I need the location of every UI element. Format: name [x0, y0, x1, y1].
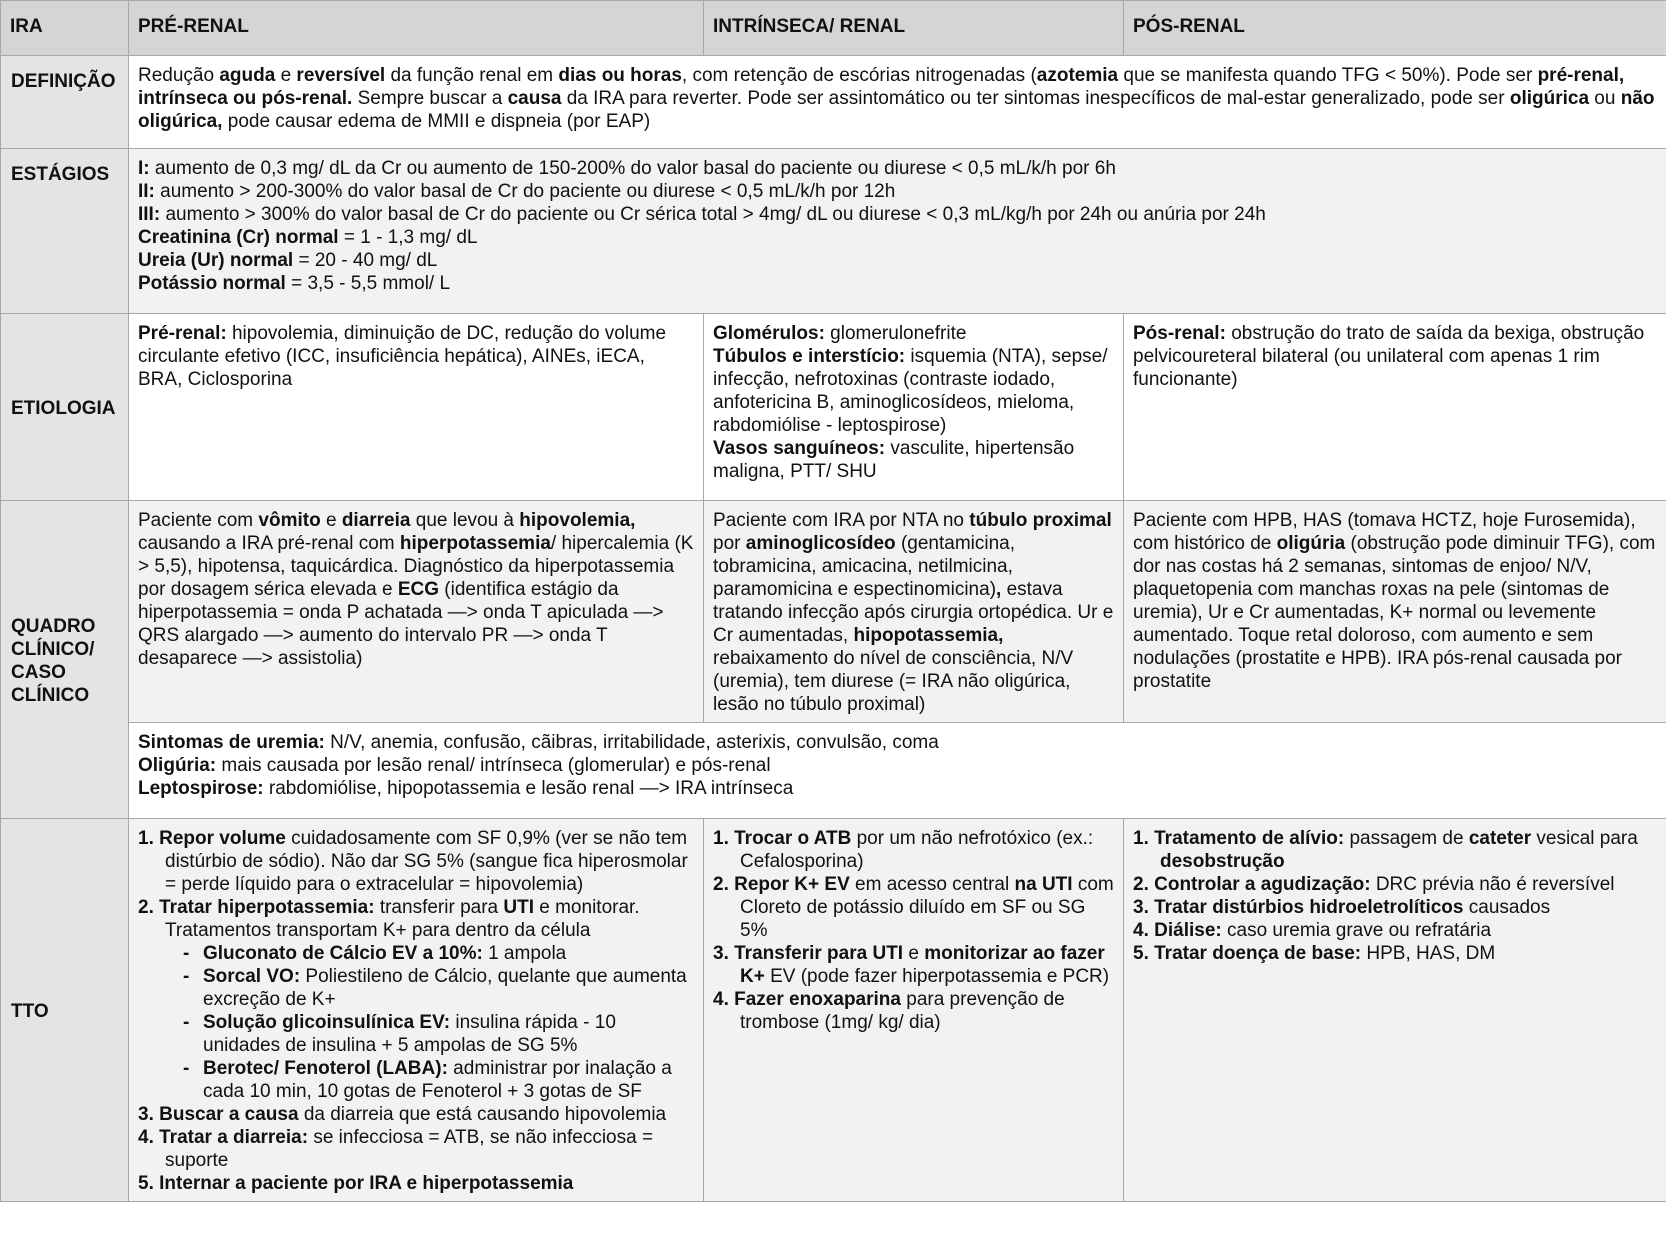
eti-glom-b: Glomérulos:: [713, 323, 825, 344]
to-i5b: 5. Tratar doença de base:: [1133, 943, 1362, 964]
to-i3: causados: [1463, 897, 1551, 918]
eti-pre: hipovolemia, diminuição de DC, redução do volume circulante efetivo (ICC, insuficiência hepática), AINEs, iECA, BRA, Ciclosporina: [138, 323, 667, 390]
to-i1c: cateter: [1468, 828, 1532, 849]
def-t6: Sempre buscar a: [352, 88, 508, 109]
ti-i2c: na UTI: [1014, 874, 1073, 895]
q-pos-b1: oligúria: [1276, 533, 1346, 554]
ti-i3: e: [903, 943, 925, 964]
tp-s3b: Solução glicoinsulínica EV:: [203, 1012, 451, 1033]
etiologia-vasos: [713, 437, 1114, 483]
q-pre-b2: diarreia: [341, 510, 411, 531]
etiologia-pre-text: [138, 322, 694, 391]
tp-i2c: UTI: [503, 897, 534, 918]
tto-pre-list: [138, 827, 694, 942]
tto-pos-item-2: [1133, 873, 1657, 896]
row-quadro-sintomas: [1, 723, 1666, 819]
q-s1b: Sintomas de uremia:: [138, 732, 325, 753]
q-s2b: Oligúria:: [138, 755, 217, 776]
def-b1: aguda: [219, 65, 276, 86]
tto-pre-item-5: [138, 1172, 694, 1195]
definicao-paragraph: [138, 64, 1657, 133]
to-i2b: 2. Controlar a agudização:: [1133, 874, 1371, 895]
quadro-int-text: [713, 509, 1114, 716]
tp-i2a: transferir para: [374, 897, 504, 918]
def-t1: Redução: [138, 65, 220, 86]
est-l2b: II:: [138, 181, 155, 202]
quadro-sintomas: [129, 723, 1666, 819]
estagio-1: [138, 157, 1657, 180]
tto-int-item-4: [713, 988, 1114, 1034]
header-ira: IRA: [1, 1, 129, 56]
dash-icon: -: [183, 1012, 190, 1033]
to-i1e: desobstrução: [1160, 851, 1285, 872]
tto-int-item-1: [713, 827, 1114, 873]
tto-pre-sub-1: [183, 942, 694, 965]
dash-icon: -: [183, 966, 190, 987]
ti-i4b: 4. Fazer enoxaparina: [713, 989, 901, 1010]
tto-pos-item-3: [1133, 896, 1657, 919]
q-pre-t1: Paciente com: [138, 510, 259, 531]
q-pre-b4: hiperpotassemia: [399, 533, 551, 554]
est-l4: = 1 - 1,3 mg/ dL: [338, 227, 478, 248]
tp-i3b: 3. Buscar a causa: [138, 1104, 299, 1125]
eti-glom: glomerulonefrite: [824, 323, 967, 344]
tto-pre-sub-3: [183, 1011, 694, 1057]
potassio-normal: [138, 272, 1657, 295]
to-i5: HPB, HAS, DM: [1361, 943, 1496, 964]
q-int-t1: Paciente com IRA por NTA no: [713, 510, 970, 531]
tp-i1b: Repor volume: [159, 828, 286, 849]
est-l1: aumento de 0,3 mg/ dL da Cr ou aumento de 150-200% do valor basal do paciente ou diurese < 0,5 mL/k/h por 6h: [149, 158, 1116, 179]
etiologia-intrinseca: [704, 314, 1124, 501]
definicao-text: [129, 56, 1666, 149]
etiologia-pos-renal: [1124, 314, 1666, 501]
label-estagios-text: ESTÁGIOS: [11, 164, 110, 185]
quadro-pre-renal: [129, 501, 704, 723]
dash-icon: -: [183, 943, 190, 964]
tto-int-list: [713, 827, 1114, 1034]
to-i1d: vesical para: [1531, 828, 1638, 849]
def-t9: pode causar edema de MMII e dispneia (por EAP): [222, 111, 651, 132]
to-i1b: 1. Tratamento de alívio:: [1133, 828, 1345, 849]
tto-int-item-3: [713, 942, 1114, 988]
def-t2: e: [275, 65, 297, 86]
tto-intrinseca: [704, 819, 1124, 1202]
estagios-text: [129, 149, 1666, 314]
est-l1b: I:: [138, 158, 150, 179]
eti-pre-b: Pré-renal:: [138, 323, 227, 344]
tto-pre-sub-2: [183, 965, 694, 1011]
def-t7: da IRA para reverter. Pode ser assintomático ou ter sintomas inespecíficos de mal-estar generalizado, pode ser: [561, 88, 1510, 109]
tp-s4b: Berotec/ Fenoterol (LABA):: [203, 1058, 448, 1079]
tto-pre-sublist: [138, 942, 694, 1103]
header-intrinseca: INTRÍNSECA/ RENAL: [704, 1, 1124, 56]
tp-i2b: 2. Tratar hiperpotassemia:: [138, 897, 375, 918]
tto-int-item-2: [713, 873, 1114, 942]
tto-pre-item-3: [138, 1103, 694, 1126]
est-l3: aumento > 300% do valor basal de Cr do paciente ou Cr sérica total > 4mg/ dL ou diurese < 0,3 mL/kg/h por 24h ou anúria por 24h: [160, 204, 1266, 225]
row-estagios: [1, 149, 1666, 314]
def-t8: ou: [1589, 88, 1621, 109]
tp-s1b: Gluconato de Cálcio EV a 10%:: [203, 943, 483, 964]
tp-i4: se infecciosa = ATB, se não infecciosa = suporte: [165, 1127, 654, 1171]
ti-i3d: EV (pode fazer hiperpotassemia e PCR): [764, 966, 1110, 987]
ureia-normal: [138, 249, 1657, 272]
oliguria: [138, 754, 1657, 777]
q-int-b2: aminoglicosídeo: [745, 533, 896, 554]
q-int-t5: rebaixamento do nível de consciência, N/V (uremia), tem diurese (= IRA não oligúrica, lesão no túbulo proximal): [713, 648, 1074, 715]
def-b8: não oligúrica,: [138, 88, 1655, 132]
tp-s4: administrar por inalação a cada 10 min, 10 gotas de Fenoterol + 3 gotas de SF: [203, 1058, 672, 1102]
header-row: [1, 1, 1666, 56]
q-pre-t4: causando a IRA pré-renal com: [138, 533, 400, 554]
tp-s1: 1 ampola: [482, 943, 567, 964]
quadro-pos-renal: [1124, 501, 1666, 723]
eti-vas: vasculite, hipertensão maligna, PTT/ SHU: [713, 438, 1075, 482]
q-pre-t5: / hipercalemia (K > 5,5), hipotensa, taquicárdica. Diagnóstico da hiperpotassemia por dosagem sérica elevada e: [138, 533, 694, 600]
est-l5b: Ureia (Ur) normal: [138, 250, 294, 271]
to-i4: caso uremia grave ou refratária: [1221, 920, 1492, 941]
ti-i1b: 1. Trocar o ATB: [713, 828, 852, 849]
tp-s2: Poliestileno de Cálcio, quelante que aumenta excreção de K+: [203, 966, 687, 1010]
ti-i3b: 3. Transferir para UTI: [713, 943, 904, 964]
estagio-3: [138, 203, 1657, 226]
q-pos-t1: Paciente com HPB, HAS (tomava HCTZ, hoje Furosemida), com histórico de: [1133, 510, 1636, 554]
tto-pre-list-2: [138, 1103, 694, 1195]
q-int-t4: estava tratando infecção após cirurgia ortopédica. Ur e Cr aumentadas,: [713, 579, 1114, 646]
def-b5: pré-renal, intrínseca ou pós-renal.: [138, 65, 1625, 109]
tp-i3: da diarreia que está causando hipovolemia: [298, 1104, 667, 1125]
eti-vas-b: Vasos sanguíneos:: [713, 438, 886, 459]
tp-i2d: e monitorar. Tratamentos transportam K+ para dentro da célula: [165, 897, 640, 941]
est-l5: = 20 - 40 mg/ dL: [293, 250, 438, 271]
etiologia-glomerulos: [713, 322, 1114, 345]
est-l4b: Creatinina (Cr) normal: [138, 227, 339, 248]
label-etiologia: [1, 314, 129, 501]
leptospirose: [138, 777, 1657, 800]
to-i4b: 4. Diálise:: [1133, 920, 1222, 941]
q-s3b: Leptospirose:: [138, 778, 264, 799]
label-definicao-text: DEFINIÇÃO: [11, 71, 116, 92]
header-pos-renal: PÓS-RENAL: [1124, 1, 1666, 56]
quadro-intrinseca: [704, 501, 1124, 723]
q-pre-b1: vômito: [258, 510, 321, 531]
est-l6b: Potássio normal: [138, 273, 286, 294]
creatinina-normal: [138, 226, 1657, 249]
label-quadro-text: QUADRO CLÍNICO/ CASO CLÍNICO: [11, 615, 96, 706]
est-l3b: III:: [138, 204, 161, 225]
to-i3b: 3. Tratar distúrbios hidroeletrolíticos: [1133, 897, 1464, 918]
row-definicao: [1, 56, 1666, 149]
q-pre-b5: ECG: [397, 579, 440, 600]
label-etiologia-text: ETIOLOGIA: [11, 397, 116, 419]
def-b6: causa: [507, 88, 562, 109]
def-b4: azotemia: [1036, 65, 1119, 86]
row-tto: [1, 819, 1666, 1202]
ti-i1: por um não nefrotóxico (ex.: Cefalosporina): [740, 828, 1094, 872]
tto-pos-item-1: [1133, 827, 1657, 873]
eti-pos-b: Pós-renal:: [1133, 323, 1226, 344]
est-l2: aumento > 200-300% do valor basal de Cr do paciente ou diurese < 0,5 mL/k/h por 12h: [154, 181, 896, 202]
header-pre-renal: PRÉ-RENAL: [129, 1, 704, 56]
label-tto: [1, 819, 129, 1202]
q-int-b4: hipopotassemia,: [853, 625, 1004, 646]
eti-tub: isquemia (NTA), sepse/ infecção, nefrotoxinas (contraste iodado, anfotericina B, aminoglicosídeos, mieloma, rabdomiólise - leptospirose): [713, 346, 1108, 436]
tto-pre-renal: [129, 819, 704, 1202]
def-b7: oligúrica: [1509, 88, 1590, 109]
tto-pre-sub-4: [183, 1057, 694, 1103]
tp-s2b: Sorcal VO:: [203, 966, 301, 987]
tto-pre-item-1: [138, 827, 694, 896]
eti-tub-b: Túbulos e interstício:: [713, 346, 906, 367]
q-s2: mais causada por lesão renal/ intrínseca (glomerular) e pós-renal: [216, 755, 771, 776]
tto-pos-list: [1133, 827, 1657, 965]
q-int-b3: ,: [996, 579, 1002, 600]
tp-i1n: 1.: [138, 828, 160, 849]
q-pos-t2: (obstrução pode diminuir TFG), com dor nas costas há 2 semanas, sintomas de enjoo/ N/V, plaquetopenia com manchas roxas na pele (sintomas de uremia), Ur e Cr aumentadas, K+ normal ou levemente aumentado. Toque retal doloroso, com aumento e sem nodulações (prostatite e HPB). IRA pós-renal causada por prostatite: [1133, 533, 1656, 692]
q-pre-t3: que levou à: [410, 510, 520, 531]
to-i1: passagem de: [1344, 828, 1469, 849]
q-int-t3: (gentamicina, tobramicina, amicacina, netilmicina, paramomicina e espectinomicina): [713, 533, 1016, 600]
eti-pos: obstrução do trato de saída da bexiga, obstrução pelvicoureteral bilateral (ou unilateral com apenas 1 rim funcionante): [1133, 323, 1645, 390]
q-pre-b3: hipovolemia,: [519, 510, 636, 531]
row-quadro-clinico: [1, 501, 1666, 723]
est-l6: = 3,5 - 5,5 mmol/ L: [285, 273, 451, 294]
sintomas-uremia: [138, 731, 1657, 754]
etiologia-pos-text: [1133, 322, 1657, 391]
q-s3: rabdomiólise, hipopotassemia e lesão renal —> IRA intrínseca: [263, 778, 794, 799]
label-estagios: [1, 149, 129, 314]
ti-i4: para prevenção de trombose (1mg/ kg/ dia): [740, 989, 1065, 1033]
tto-pos-renal: [1124, 819, 1666, 1202]
q-int-b1: túbulo proximal: [969, 510, 1112, 531]
tto-pos-item-5: [1133, 942, 1657, 965]
ti-i2d: com Cloreto de potássio diluído em SF ou SG 5%: [740, 874, 1114, 941]
def-t4: , com retenção de escórias nitrogenadas (: [681, 65, 1037, 86]
quadro-pre-text: [138, 509, 694, 670]
tp-s3: insulina rápida - 10 unidades de insulina + 5 ampolas de SG 5%: [203, 1012, 616, 1056]
q-s1: N/V, anemia, confusão, cãibras, irritabilidade, asterixis, convulsão, coma: [324, 732, 939, 753]
q-int-t2: por: [713, 533, 746, 554]
etiologia-pre-renal: [129, 314, 704, 501]
estagio-2: [138, 180, 1657, 203]
ti-i2: em acesso central: [849, 874, 1015, 895]
dash-icon: -: [183, 1058, 190, 1079]
q-pre-t2: e: [320, 510, 342, 531]
tto-pre-item-4: [138, 1126, 694, 1172]
tto-pos-item-4: [1133, 919, 1657, 942]
def-b3: dias ou horas: [558, 65, 682, 86]
q-pre-t6: (identifica estágio da hiperpotassemia = onda P achatada —> onda T apiculada —> QRS alargado —> aumento do intervalo PR —> onda T desaparece —> assistolia): [138, 579, 664, 669]
ti-i2b: 2. Repor K+ EV: [713, 874, 850, 895]
def-b2: reversível: [296, 65, 386, 86]
tp-i4b: 4. Tratar a diarreia:: [138, 1127, 309, 1148]
tp-i1: cuidadosamente com SF 0,9% (ver se não tem distúrbio de sódio). Não dar SG 5% (sangue fica hiperosmolar = perde líquido para o extracelular = hipovolemia): [165, 828, 688, 895]
row-etiologia: [1, 314, 1666, 501]
def-t5: que se manifesta quando TFG < 50%). Pode ser: [1118, 65, 1538, 86]
label-tto-text: TTO: [11, 1000, 49, 1022]
ti-i3c: monitorizar ao fazer K+: [740, 943, 1105, 987]
tp-i5b: 5. Internar a paciente por IRA e hiperpotassemia: [138, 1173, 574, 1194]
etiologia-tubulos: [713, 345, 1114, 437]
label-quadro-clinico: [1, 501, 129, 819]
tto-pre-item-2: [138, 896, 694, 942]
label-definicao: [1, 56, 129, 149]
quadro-pos-text: [1133, 509, 1657, 693]
def-t3: da função renal em: [385, 65, 559, 86]
to-i2: DRC prévia não é reversível: [1370, 874, 1615, 895]
